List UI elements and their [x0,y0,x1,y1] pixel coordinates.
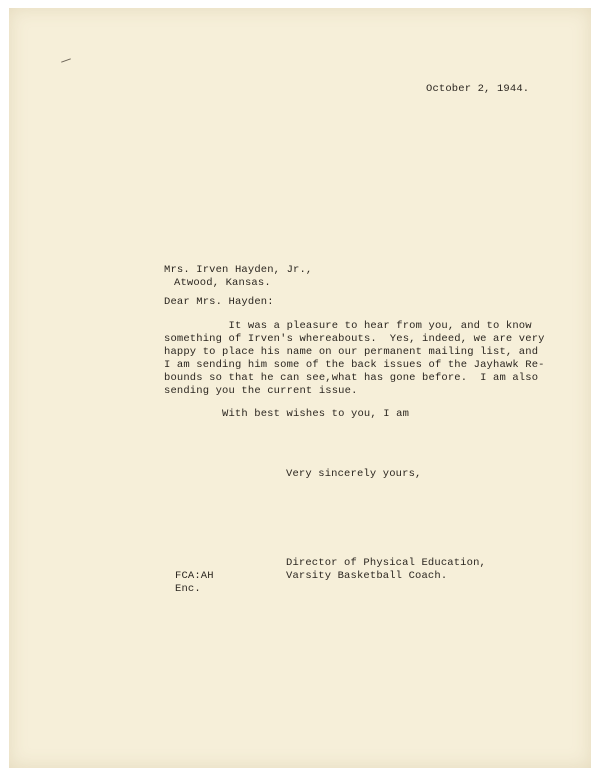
stray-mark [61,58,71,62]
closing-remark: With best wishes to you, I am [222,408,410,420]
signer-title-2: Varsity Basketball Coach. [286,570,448,582]
date-line: October 2, 1944. [426,83,530,95]
complimentary-close: Very sincerely yours, [286,468,422,480]
body-line: happy to place his name on our permanent mailing list, and [164,346,539,358]
body-line: I am sending him some of the back issues of the Jayhawk Re- [164,359,545,371]
reference-initials: FCA:AH [175,570,214,582]
signer-title-1: Director of Physical Education, [286,557,486,569]
body-line: bounds so that he can see,what has gone before. I am also [164,372,539,384]
enclosure-note: Enc. [175,583,201,595]
body-line: sending you the current issue. [164,385,358,397]
recipient-name: Mrs. Irven Hayden, Jr., [164,264,313,276]
recipient-city: Atwood, Kansas. [174,277,271,289]
body-line: It was a pleasure to hear from you, and to know [164,320,532,332]
body-line: something of Irven's whereabouts. Yes, indeed, we are very [164,333,545,345]
salutation: Dear Mrs. Hayden: [164,296,274,308]
